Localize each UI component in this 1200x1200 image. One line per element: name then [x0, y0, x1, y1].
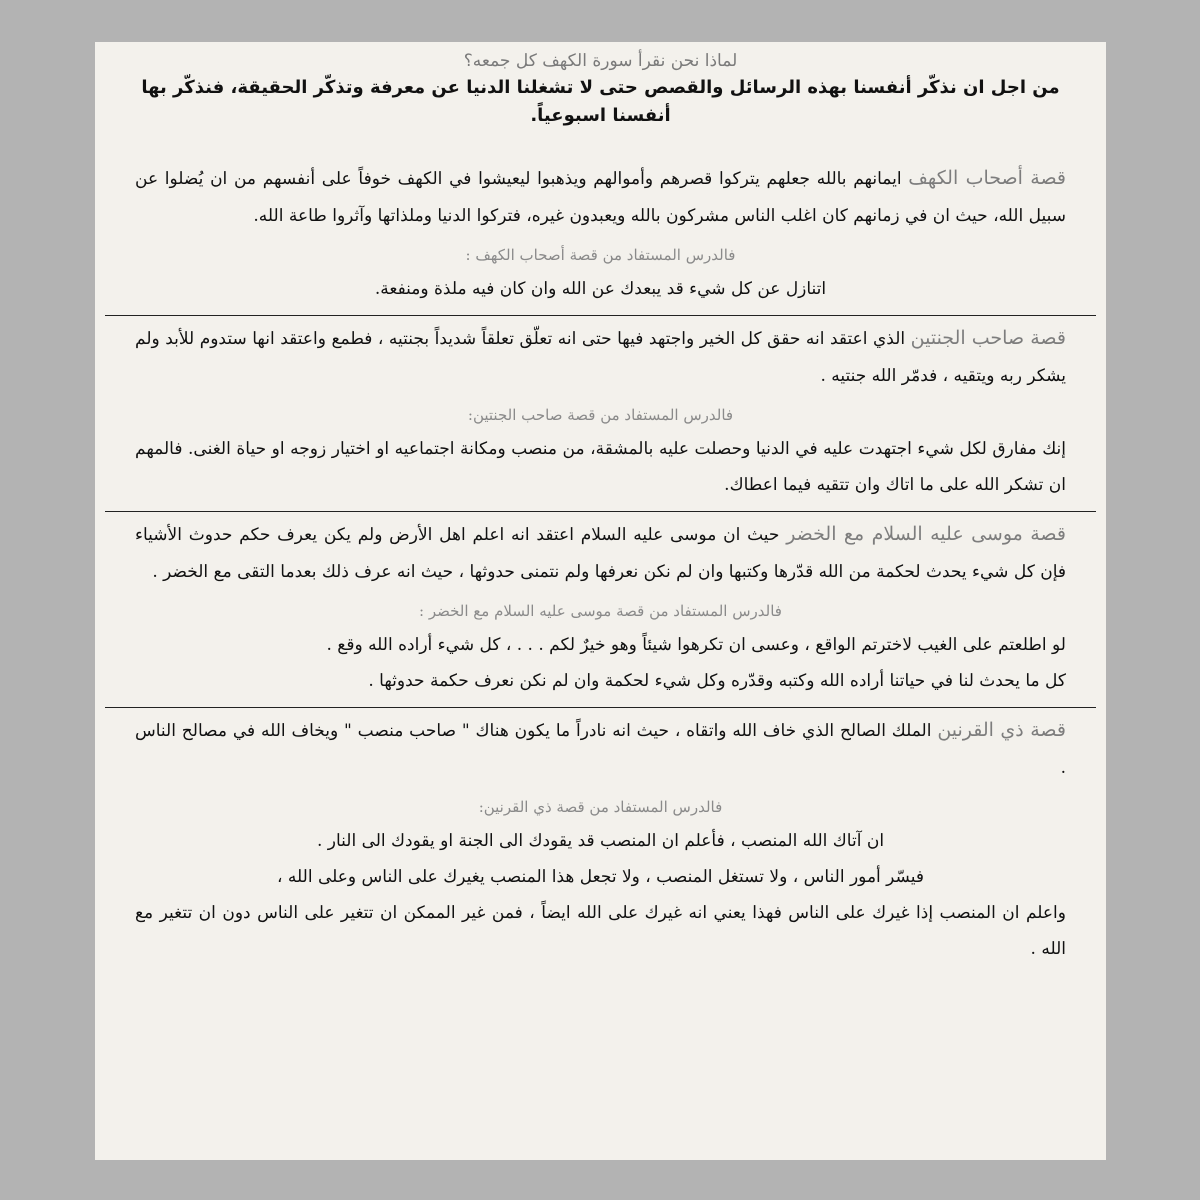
story-name: قصة أصحاب الكهف: [908, 167, 1066, 189]
lesson-title: فالدرس المستفاد من قصة أصحاب الكهف :: [465, 246, 736, 264]
lesson-line: اتنازل عن كل شيء قد يبعدك عن الله وان كان فيه ملذة ومنفعة.: [374, 279, 827, 299]
lesson-title: فالدرس المستفاد من قصة صاحب الجنتين:: [467, 406, 734, 424]
story-text: حيث ان موسى عليه السلام اعتقد انه اعلم اهل الأرض ولم يكن يعرف حكم حدوث الأشياء فإن كل شيء يحدث لحكمة من الله قدّرها وكتبها وان لم نكن نعرفها ولم نتمنى حدوثها ، حيث انه عرف ذلك بعدما التقى مع الخضر .: [135, 525, 1066, 582]
story-name: قصة ذي القرنين: [937, 719, 1066, 741]
story-name: قصة موسى عليه السلام مع الخضر: [786, 523, 1066, 545]
lesson-line: فيسّر أمور الناس ، ولا تستغل المنصب ، ولا تجعل هذا المنصب يغيرك على الناس وعلى الله ،: [277, 867, 924, 887]
lesson-title: فالدرس المستفاد من قصة ذي القرنين:: [478, 798, 723, 816]
section-divider: [105, 707, 1096, 708]
story-paragraph: [135, 320, 1066, 395]
lesson-title: فالدرس المستفاد من قصة موسى عليه السلام مع الخضر :: [419, 602, 782, 620]
lesson-line: لو اطلعتم على الغيب لاخترتم الواقع ، وعسى ان تكرهوا شيئاً وهو خيرٌ لكم . . . ، كل شيء أراده الله وقع .: [326, 635, 1066, 655]
document-page: [95, 42, 1106, 1160]
story-name: قصة صاحب الجنتين: [910, 327, 1066, 349]
story-paragraph: [135, 160, 1066, 235]
story-text: الملك الصالح الذي خاف الله واتقاه ، حيث انه نادراً ما يكون هناك " صاحب منصب " ويخاف الله في مصالح الناس .: [135, 721, 1066, 778]
lesson-line: واعلم ان المنصب إذا غيرك على الناس فهذا يعني انه غيرك على الله ايضاً ، فمن غير الممكن ان تتغير على الناس دون ان تتغير مع الله .: [135, 903, 1066, 959]
section-divider: [105, 315, 1096, 316]
answer-heading: من اجل ان نذكّر أنفسنا بهذه الرسائل والقصص حتى لا تشغلنا الدنيا عن معرفة وتذكّر الحقيقة، فنذكّر بها أنفسنا اسبوعياً.: [141, 77, 1060, 126]
lesson-line: ان آتاك الله المنصب ، فأعلم ان المنصب قد يقودك الى الجنة او يقودك الى النار .: [316, 831, 885, 851]
story-text: الذي اعتقد انه حقق كل الخير واجتهد فيها حتى انه تعلّق تعلقاً شديداً بجنتيه ، فطمع واعتقد انها ستدوم للأبد ولم يشكر ربه ويتقيه ، فدمّر الله جنتيه .: [135, 329, 1066, 386]
lesson-line: إنك مفارق لكل شيء اجتهدت عليه في الدنيا وحصلت عليه بالمشقة، من منصب ومكانة اجتماعيه او اختيار زوجه او حياة الغنى. فالمهم ان تشكر الله على ما اتاك وان تتقيه فيما اعطاك.: [135, 439, 1066, 495]
question-title: لماذا نحن نقرأ سورة الكهف كل جمعه؟: [463, 51, 738, 71]
lesson-line: كل ما يحدث لنا في حياتنا أراده الله وكتبه وقدّره وكل شيء لحكمة وان لم نكن نعرف حكمة حدوثها .: [368, 671, 1066, 691]
story-text: ايمانهم بالله جعلهم يتركوا قصرهم وأموالهم ويذهبوا ليعيشوا في الكهف خوفاً على أنفسهم من ان يُضلوا عن سبيل الله، حيث ان في زمانهم كان اغلب الناس مشركون بالله ويعبدون غيره، فتركوا الدنيا وملذاتها وآثروا طاعة الله.: [135, 169, 1066, 226]
story-paragraph: [135, 516, 1066, 591]
story-paragraph: [135, 712, 1066, 787]
section-divider: [105, 511, 1096, 512]
